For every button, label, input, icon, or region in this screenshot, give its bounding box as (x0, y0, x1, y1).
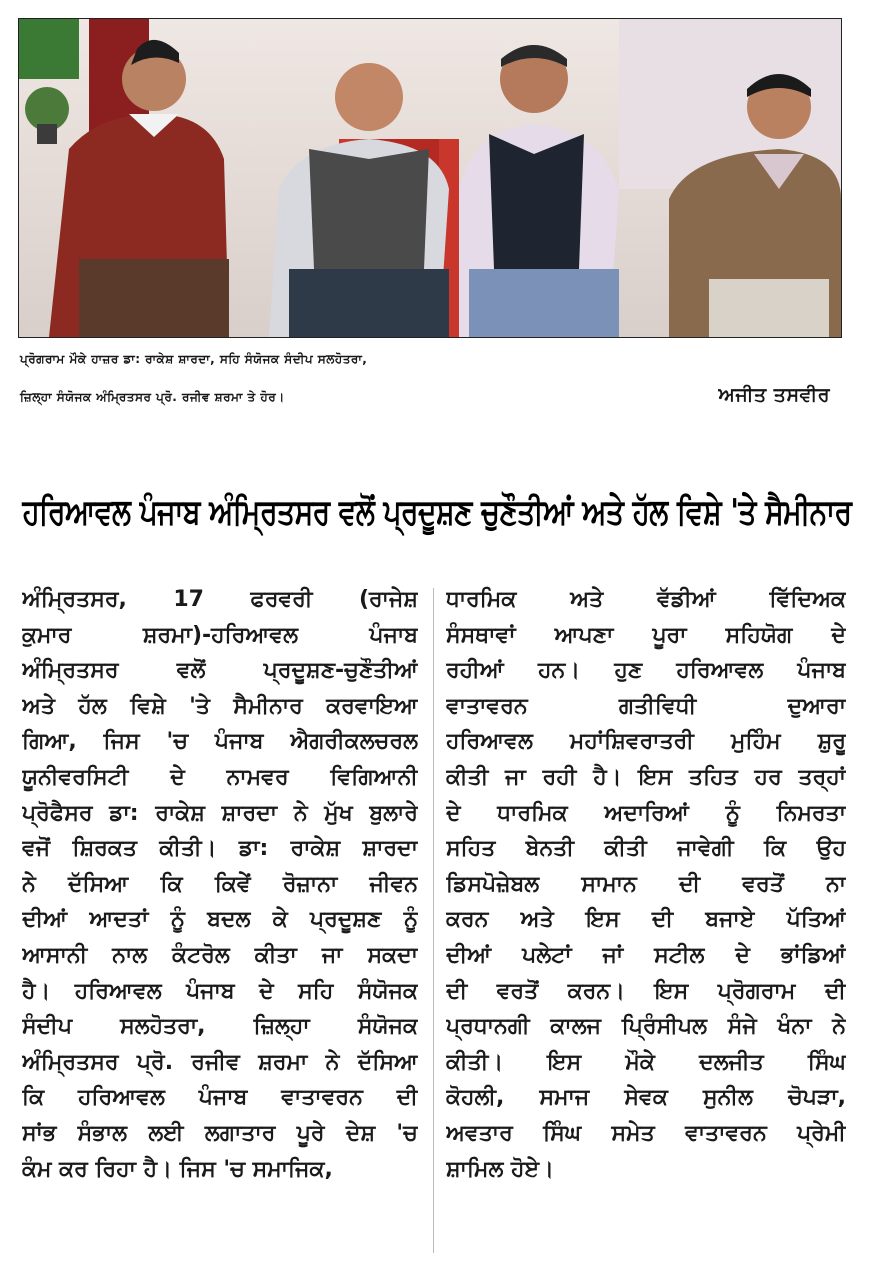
photo-credit: ਅਜੀਤ ਤਸਵੀਰ (718, 384, 830, 406)
article-line: ਸ਼ਾਮਿਲ ਹੋਏ। (446, 1156, 555, 1182)
photo-illustration (19, 19, 841, 337)
article-headline: ਹਰਿਆਵਲ ਪੰਜਾਬ ਅੰਮ੍ਰਿਤਸਰ ਵਲੋਂ ਪ੍ਰਦੂਸ਼ਣ ਚੁਣੌਤੀਆਂ ਅਤੇ ਹੱਲ ਵਿਸ਼ੇ 'ਤੇ ਸੈਮੀਨਾਰ (22, 490, 852, 532)
article-line: ਕੰਮ ਕਰ ਰਿਹਾ ਹੈ। ਜਿਸ 'ਚ ਸਮਾਜਿਕ, (22, 1156, 333, 1182)
article-line: ਸੰਦੀਪ ਸਲਹੋਤਰਾ, ਜ਼ਿਲ੍ਹਾ ਸੰਯੋਜਕ (22, 1014, 418, 1040)
news-photo (18, 18, 842, 338)
article-line: ਅਵਤਾਰ ਸਿੰਘ ਸਮੇਤ ਵਾਤਾਵਰਨ ਪ੍ਰੇਮੀ (446, 1120, 846, 1146)
article-line: ਸੰਸਥਾਵਾਂ ਆਪਣਾ ਪੂਰਾ ਸਹਿਯੋਗ ਦੇ (446, 622, 846, 648)
article-line: ਦੀਆਂ ਪਲੇਟਾਂ ਜਾਂ ਸਟੀਲ ਦੇ ਭਾਂਡਿਆਂ (446, 942, 846, 968)
column-divider (433, 588, 434, 1253)
article-column-left (22, 582, 418, 1187)
article-column-right (446, 582, 846, 1187)
article-line: ਕੀਤੀ। ਇਸ ਮੌਕੇ ਦਲਜੀਤ ਸਿੰਘ (446, 1049, 846, 1075)
article-line: ਕੋਹਲੀ, ਸਮਾਜ ਸੇਵਕ ਸੁਨੀਲ ਚੋਪੜਾ, (446, 1085, 846, 1111)
article-line: ਗਿਆ, ਜਿਸ 'ਚ ਪੰਜਾਬ ਐਗਰੀਕਲਚਰਲ (22, 729, 418, 755)
article-line: ਵਾਤਾਵਰਨ ਗਤੀਵਿਧੀ ਦੁਆਰਾ (446, 693, 846, 719)
article-line: ਵਜੋਂ ਸ਼ਿਰਕਤ ਕੀਤੀ। ਡਾ: ਰਾਕੇਸ਼ ਸ਼ਾਰਦਾ (22, 836, 418, 862)
article-line: ਦੀਆਂ ਆਦਤਾਂ ਨੂੰ ਬਦਲ ਕੇ ਪ੍ਰਦੂਸ਼ਣ ਨੂੰ (22, 907, 418, 933)
caption-line-2: ਜ਼ਿਲ੍ਹਾ ਸੰਯੋਜਕ ਅੰਮ੍ਰਿਤਸਰ ਪ੍ਰੋ. ਰਜੀਵ ਸ਼ਰਮਾ ਤੇ ਹੋਰ। (20, 390, 285, 404)
article-line: ਹਰਿਆਵਲ ਮਹਾਂਸ਼ਿਵਰਾਤਰੀ ਮੁਹਿੰਮ ਸ਼ੁਰੂ (446, 729, 846, 755)
article-line: ਕਿ ਹਰਿਆਵਲ ਪੰਜਾਬ ਵਾਤਾਵਰਨ ਦੀ (22, 1085, 418, 1111)
article-line: ਅੰਮ੍ਰਿਤਸਰ ਪ੍ਰੋ. ਰਜੀਵ ਸ਼ਰਮਾ ਨੇ ਦੱਸਿਆ (22, 1049, 418, 1075)
article-line: ਡਿਸਪੋਜ਼ੇਬਲ ਸਾਮਾਨ ਦੀ ਵਰਤੋਂ ਨਾ (446, 871, 846, 897)
caption-line-1: ਪ੍ਰੋਗਰਾਮ ਮੌਕੇ ਹਾਜ਼ਰ ਡਾ: ਰਾਕੇਸ਼ ਸ਼ਾਰਦਾ, ਸਹਿ ਸੰਯੋਜਕ ਸੰਦੀਪ ਸਲਹੋਤਰਾ, (20, 352, 368, 366)
article-line: ਕਰਨ ਅਤੇ ਇਸ ਦੀ ਬਜਾਏ ਪੱਤਿਆਂ (446, 907, 846, 933)
article-line: ਅੰਮ੍ਰਿਤਸਰ ਵਲੋਂ ਪ੍ਰਦੂਸ਼ਣ-ਚੁਣੌਤੀਆਂ (22, 658, 418, 684)
article-line: ਯੂਨੀਵਰਸਿਟੀ ਦੇ ਨਾਮਵਰ ਵਿਗਿਆਨੀ (22, 764, 418, 790)
article-line: ਕੀਤੀ ਜਾ ਰਹੀ ਹੈ। ਇਸ ਤਹਿਤ ਹਰ ਤਰ੍ਹਾਂ (446, 764, 846, 790)
article-line: ਦੀ ਵਰਤੋਂ ਕਰਨ। ਇਸ ਪ੍ਰੋਗਰਾਮ ਦੀ (446, 978, 846, 1004)
article-line: ਦੇ ਧਾਰਮਿਕ ਅਦਾਰਿਆਂ ਨੂੰ ਨਿਮਰਤਾ (446, 800, 846, 826)
article-line: ਧਾਰਮਿਕ ਅਤੇ ਵੱਡੀਆਂ ਵਿੱਦਿਅਕ (446, 587, 846, 612)
article-line: ਅਤੇ ਹੱਲ ਵਿਸ਼ੇ 'ਤੇ ਸੈਮੀਨਾਰ ਕਰਵਾਇਆ (22, 693, 418, 719)
article-line: ਪ੍ਰੋਫੈਸਰ ਡਾ: ਰਾਕੇਸ਼ ਸ਼ਾਰਦਾ ਨੇ ਮੁੱਖ ਬੁਲਾਰੇ (22, 800, 418, 826)
article-line: ਸਾਂਭ ਸੰਭਾਲ ਲਈ ਲਗਾਤਾਰ ਪੂਰੇ ਦੇਸ਼ 'ਚ (22, 1120, 418, 1146)
article-line: ਅੰਮ੍ਰਿਤਸਰ, 17 ਫਰਵਰੀ (ਰਾਜੇਸ਼ (22, 587, 418, 612)
article-line: ਹੈ। ਹਰਿਆਵਲ ਪੰਜਾਬ ਦੇ ਸਹਿ ਸੰਯੋਜਕ (22, 978, 418, 1004)
article-line: ਨੇ ਦੱਸਿਆ ਕਿ ਕਿਵੇਂ ਰੋਜ਼ਾਨਾ ਜੀਵਨ (22, 871, 418, 897)
article-line: ਰਹੀਆਂ ਹਨ। ਹੁਣ ਹਰਿਆਵਲ ਪੰਜਾਬ (446, 658, 846, 684)
article-line: ਸਹਿਤ ਬੇਨਤੀ ਕੀਤੀ ਜਾਵੇਗੀ ਕਿ ਉਹ (446, 836, 846, 862)
article-line: ਕੁਮਾਰ ਸ਼ਰਮਾ)-ਹਰਿਆਵਲ ਪੰਜਾਬ (22, 622, 418, 648)
photo-caption (20, 340, 840, 416)
article-line: ਆਸਾਨੀ ਨਾਲ ਕੰਟਰੋਲ ਕੀਤਾ ਜਾ ਸਕਦਾ (22, 942, 418, 968)
article-line: ਪ੍ਰਧਾਨਗੀ ਕਾਲਜ ਪ੍ਰਿੰਸੀਪਲ ਸੰਜੇ ਖੰਨਾ ਨੇ (446, 1014, 846, 1040)
